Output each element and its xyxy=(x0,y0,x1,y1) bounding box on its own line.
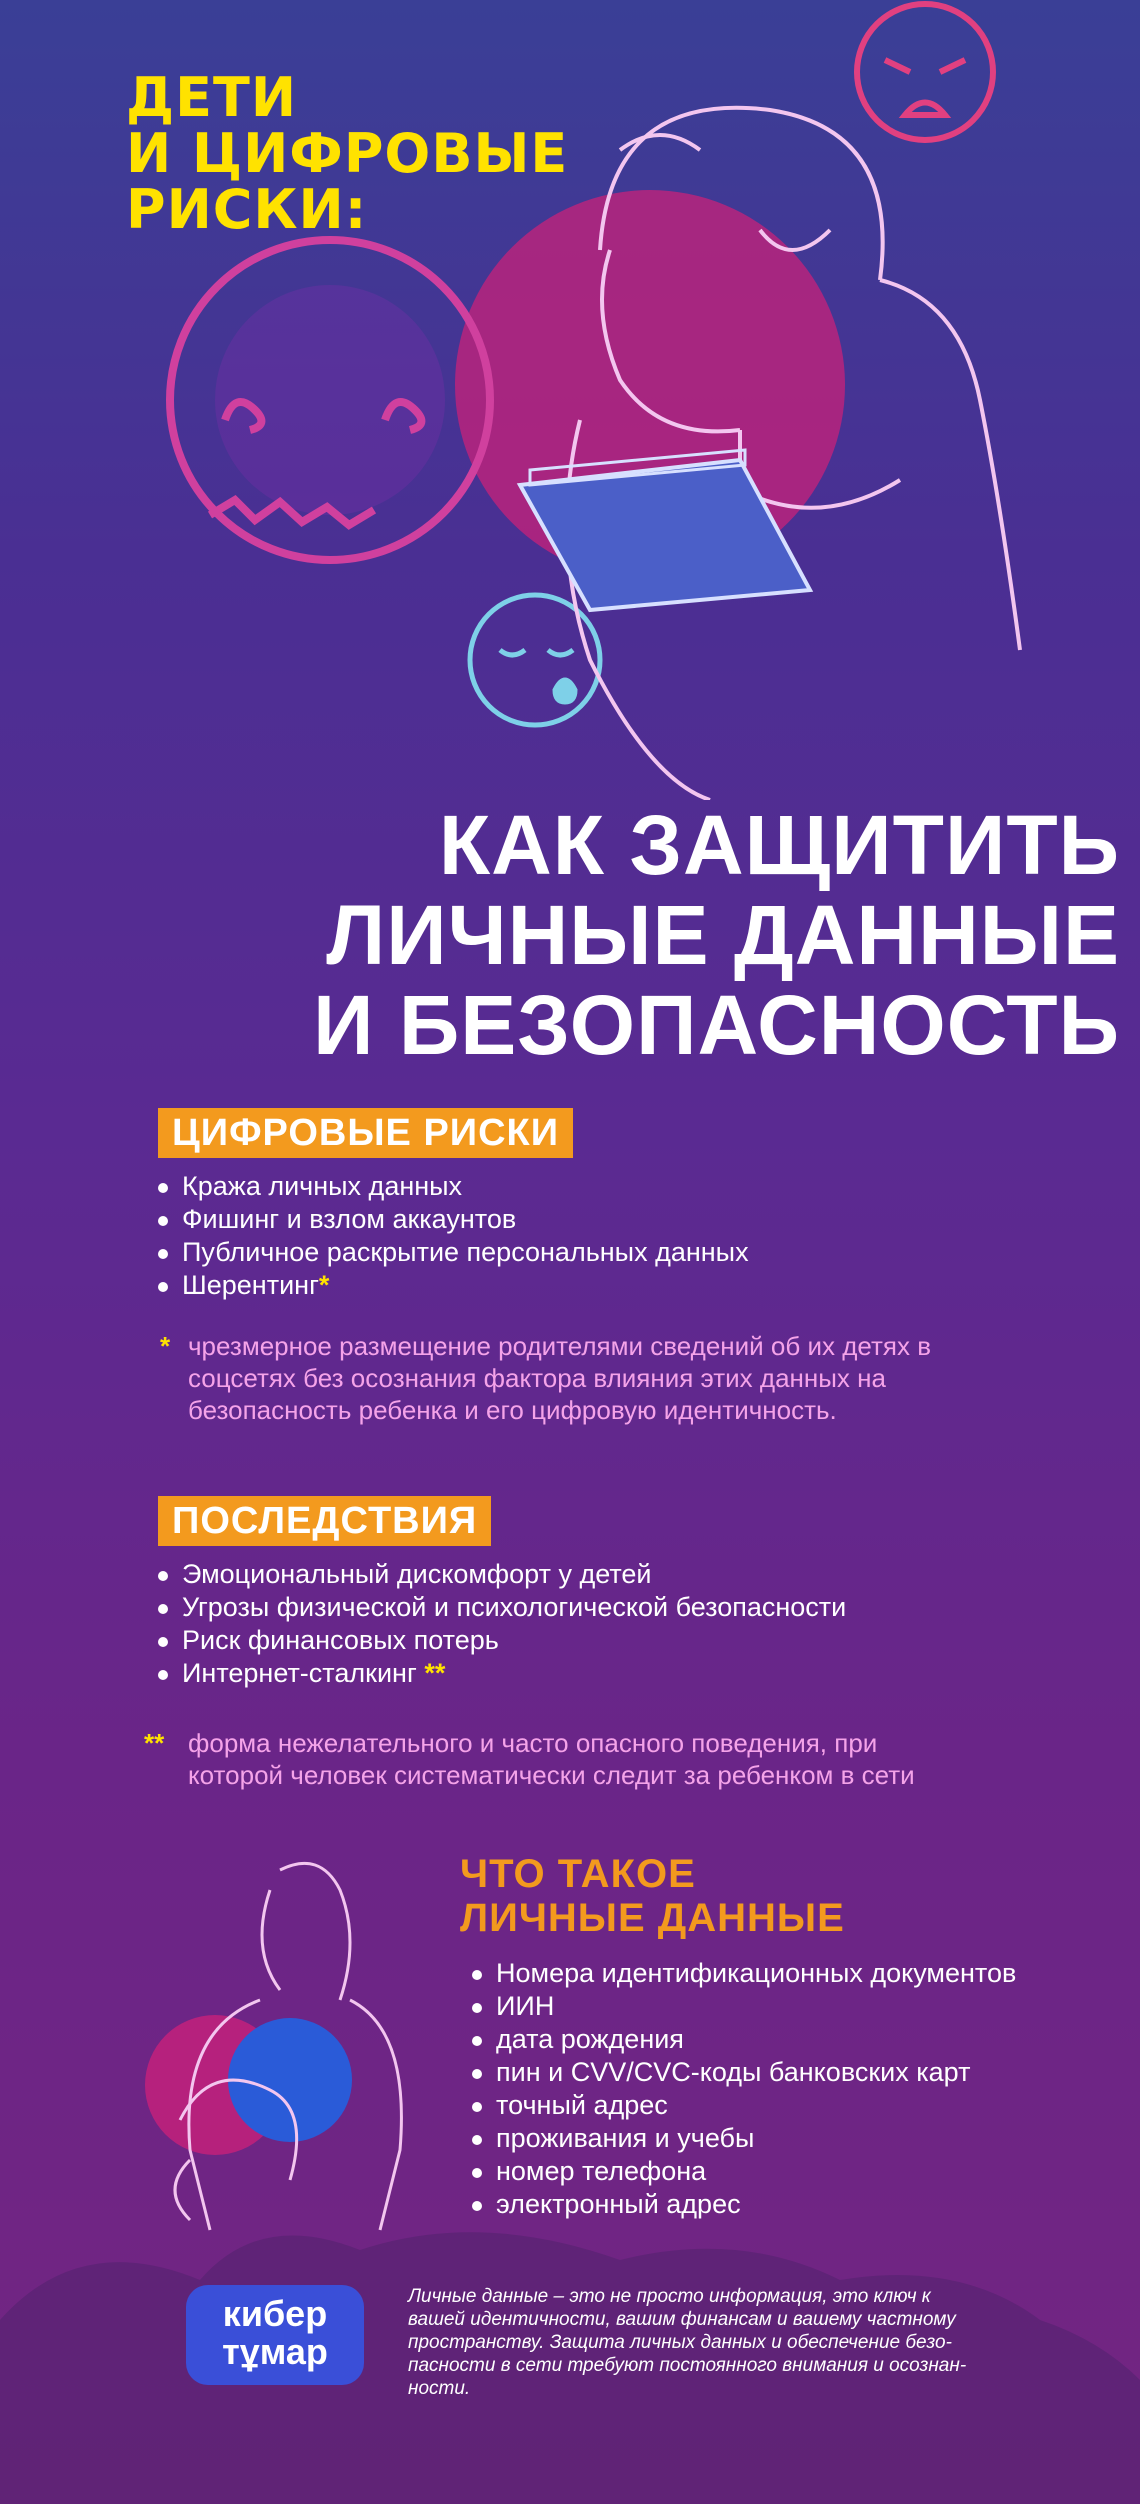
illustration-girl xyxy=(120,1830,440,2250)
main-title-line-1: КАК ЗАЩИТИТЬ xyxy=(438,798,1120,892)
list-item: Публичное раскрытие персональных данных xyxy=(158,1236,749,1269)
sharenting-note: * чрезмерное размещение родителями сведений об их детях в соцсетях без осознания фактора влияния этих данных на безопасность ребенка и его цифровую идентичность. xyxy=(160,1331,932,1425)
list-item: номер телефона xyxy=(472,2155,1032,2188)
main-title xyxy=(120,800,1120,1070)
consequences-section xyxy=(158,1496,846,1690)
digital-risks-label: ЦИФРОВЫЕ РИСКИ xyxy=(158,1108,573,1158)
list-item: ИИН xyxy=(472,1990,1032,2023)
main-title-line-3: И БЕЗОПАСНОСТЬ xyxy=(313,978,1120,1072)
footnote-marker: ** xyxy=(144,1728,165,1758)
list-item: Кража личных данных xyxy=(158,1170,749,1203)
list-item: Шерентинг* xyxy=(158,1269,749,1302)
list-item: точный адрес xyxy=(472,2089,1032,2122)
sad-face-icon xyxy=(470,595,600,725)
heading-line-3: РИСКИ: xyxy=(126,178,368,241)
list-item: электронный адрес xyxy=(472,2188,1032,2221)
main-title-line-2: ЛИЧНЫЕ ДАННЫЕ xyxy=(326,888,1120,982)
poster-heading xyxy=(126,66,569,241)
angry-face-icon xyxy=(857,4,993,140)
list-item: дата рождения xyxy=(472,2023,1032,2056)
heading-line-1: ДЕТИ xyxy=(126,66,298,129)
list-item: Номера идентификационных документов xyxy=(472,1957,1032,1990)
heading-line-2: И ЦИФРОВЫЕ xyxy=(126,122,569,185)
kiber-tumar-logo: кибер тұмар xyxy=(186,2285,364,2385)
footnote-marker: ** xyxy=(424,1658,446,1688)
digital-risks-section xyxy=(158,1108,749,1302)
stalking-note: ** форма нежелательного и часто опасного поведения, при которой человек систематически следит за ребенком в сети xyxy=(144,1728,915,1790)
footnote-marker: * xyxy=(160,1331,171,1361)
list-item: Эмоциональный дискомфорт у детей xyxy=(158,1558,846,1591)
list-item: Интернет-сталкинг ** xyxy=(158,1657,846,1690)
list-item: Риск финансовых потерь xyxy=(158,1624,846,1657)
list-item: проживания и учебы xyxy=(472,2122,1032,2155)
footer-text: Личные данные – это не просто информация, это ключ к вашей идентичности, вашим финансам и вашему частному пространству. Защита личных данных и обеспечение безо- пасности в сети требуют постоянного внимания и осознан- ности. xyxy=(408,2286,967,2399)
personal-data-list xyxy=(472,1957,1032,2221)
personal-data-title: ЧТО ТАКОЕ ЛИЧНЫЕ ДАННЫЕ xyxy=(460,1852,845,1940)
list-item: Угрозы физической и психологической безопасности xyxy=(158,1591,846,1624)
consequences-label: ПОСЛЕДСТВИЯ xyxy=(158,1496,491,1546)
list-item: пин и CVV/CVC-коды банковских карт xyxy=(472,2056,1032,2089)
footnote-marker: * xyxy=(318,1270,330,1300)
digital-risks-list xyxy=(158,1170,749,1302)
consequences-list xyxy=(158,1558,846,1690)
list-item: Фишинг и взлом аккаунтов xyxy=(158,1203,749,1236)
